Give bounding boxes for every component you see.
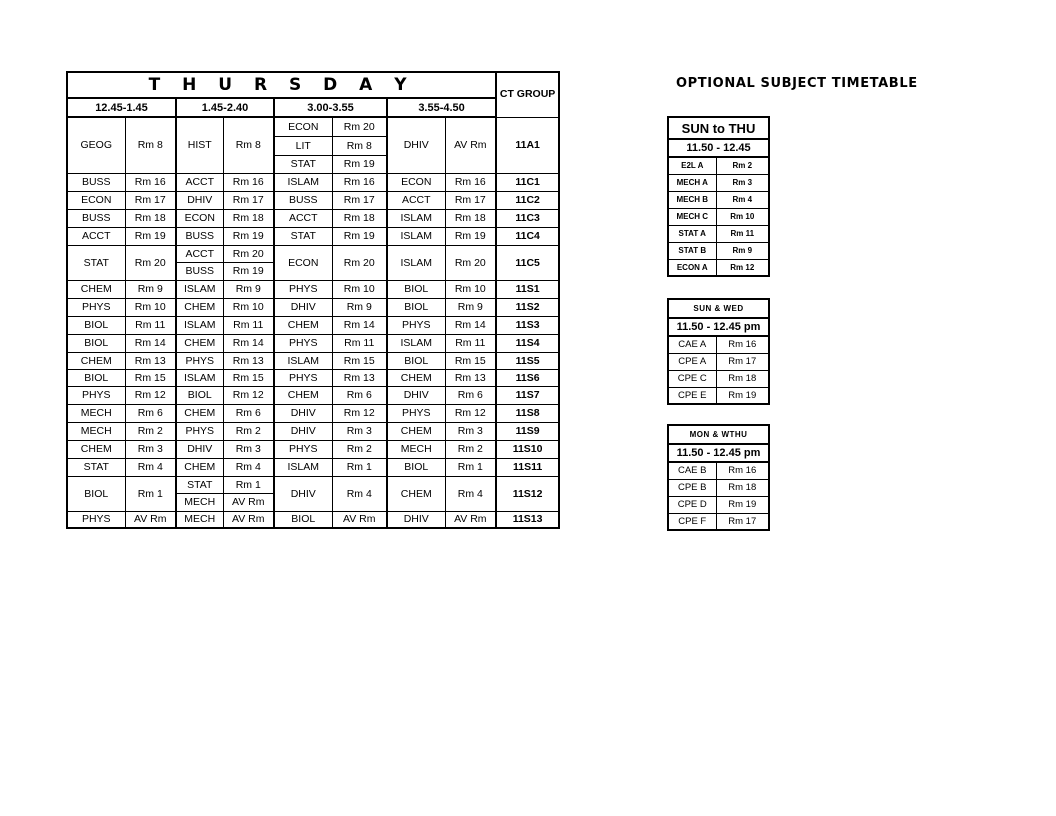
ct-group-cell: 11S2 [496, 298, 559, 316]
option-room: Rm 17 [716, 513, 769, 530]
room-cell: Rm 17 [332, 191, 387, 209]
subject-cell: CHEM [176, 458, 223, 476]
ct-group-cell: 11C5 [496, 245, 559, 280]
room-cell: Rm 16 [445, 173, 496, 191]
optional-timetable-title: OPTIONAL SUBJECT TIMETABLE [676, 76, 918, 91]
table-row [67, 369, 559, 386]
subject-cell: STAT [274, 155, 332, 173]
room-cell: Rm 16 [332, 173, 387, 191]
subject-cell: PHYS [176, 352, 223, 369]
mon-wthu-time: 11.50 - 12.45 pm [668, 444, 769, 462]
subject-cell: PHYS [274, 280, 332, 298]
option-room: Rm 18 [716, 479, 769, 496]
ct-group-cell: 11S4 [496, 334, 559, 352]
ct-group-cell: 11S10 [496, 440, 559, 458]
subject-cell: BIOL [387, 352, 445, 369]
table-row [67, 173, 559, 191]
subject-cell: PHYS [67, 298, 125, 316]
slot-header: 3.00-3.55 [274, 98, 387, 117]
room-cell: Rm 15 [445, 352, 496, 369]
option-group: STAT B [668, 242, 716, 259]
subject-cell: ISLAM [176, 280, 223, 298]
room-cell: Rm 15 [125, 369, 176, 386]
room-cell: Rm 2 [125, 422, 176, 440]
option-room: Rm 9 [716, 242, 769, 259]
list-item [668, 191, 769, 208]
room-cell: Rm 16 [223, 173, 274, 191]
room-cell: Rm 1 [332, 458, 387, 476]
subject-cell: PHYS [274, 334, 332, 352]
table-row [67, 316, 559, 334]
subject-cell: ACCT [387, 191, 445, 209]
list-item [668, 462, 769, 479]
ct-group-cell: 11S1 [496, 280, 559, 298]
option-room: Rm 10 [716, 208, 769, 225]
mon-wthu-heading: MON & WTHU [668, 425, 769, 444]
subject-cell: ECON [67, 191, 125, 209]
room-cell: Rm 15 [223, 369, 274, 386]
option-room: Rm 17 [716, 353, 769, 370]
subject-cell: STAT [176, 476, 223, 493]
room-cell: Rm 19 [332, 227, 387, 245]
subject-cell: PHYS [274, 369, 332, 386]
room-cell: Rm 18 [445, 209, 496, 227]
sun-thu-table [667, 116, 770, 277]
table-row [67, 209, 559, 227]
sun-wed-table [667, 298, 770, 405]
slot-header: 12.45-1.45 [67, 98, 176, 117]
option-room: Rm 2 [716, 157, 769, 174]
room-cell: AV Rm [223, 511, 274, 528]
table-row [67, 458, 559, 476]
subject-cell: ISLAM [176, 316, 223, 334]
option-group: ECON A [668, 259, 716, 276]
room-cell: AV Rm [223, 493, 274, 511]
subject-cell: HIST [176, 117, 223, 173]
room-cell: Rm 4 [223, 458, 274, 476]
room-cell: Rm 1 [445, 458, 496, 476]
subject-cell: PHYS [176, 422, 223, 440]
room-cell: Rm 20 [223, 245, 274, 262]
room-cell: Rm 11 [125, 316, 176, 334]
option-group: CPE F [668, 513, 716, 530]
option-room: Rm 19 [716, 387, 769, 404]
room-cell: Rm 19 [223, 227, 274, 245]
subject-cell: MECH [67, 422, 125, 440]
option-group: CAE B [668, 462, 716, 479]
subject-cell: CHEM [67, 280, 125, 298]
table-row [67, 298, 559, 316]
room-cell: Rm 17 [445, 191, 496, 209]
slot-header: 3.55-4.50 [387, 98, 496, 117]
subject-cell: BIOL [67, 369, 125, 386]
subject-cell: PHYS [67, 511, 125, 528]
table-row [67, 511, 559, 528]
subject-cell: ISLAM [387, 209, 445, 227]
subject-cell: GEOG [67, 117, 125, 173]
list-item [668, 225, 769, 242]
table-row [67, 227, 559, 245]
subject-cell: STAT [274, 227, 332, 245]
subject-cell: ACCT [67, 227, 125, 245]
subject-cell: DHIV [274, 298, 332, 316]
room-cell: Rm 19 [332, 155, 387, 173]
table-row [67, 404, 559, 422]
subject-cell: CHEM [176, 404, 223, 422]
option-room: Rm 12 [716, 259, 769, 276]
ct-group-cell: 11S13 [496, 511, 559, 528]
room-cell: Rm 13 [125, 352, 176, 369]
room-cell: Rm 19 [125, 227, 176, 245]
subject-cell: DHIV [274, 422, 332, 440]
thursday-timetable [66, 71, 560, 529]
option-room: Rm 3 [716, 174, 769, 191]
list-item [668, 479, 769, 496]
subject-cell: DHIV [176, 440, 223, 458]
option-room: Rm 16 [716, 462, 769, 479]
room-cell: AV Rm [332, 511, 387, 528]
list-item [668, 208, 769, 225]
ct-group-cell: 11S11 [496, 458, 559, 476]
subject-cell: STAT [67, 458, 125, 476]
ct-group-cell: 11A1 [496, 117, 559, 173]
room-cell: Rm 3 [332, 422, 387, 440]
list-item [668, 259, 769, 276]
room-cell: Rm 10 [445, 280, 496, 298]
ct-group-cell: 11S6 [496, 369, 559, 386]
option-room: Rm 11 [716, 225, 769, 242]
room-cell: Rm 14 [223, 334, 274, 352]
subject-cell: CHEM [387, 476, 445, 511]
room-cell: Rm 13 [332, 369, 387, 386]
room-cell: Rm 2 [445, 440, 496, 458]
option-group: CPE A [668, 353, 716, 370]
subject-cell: ECON [176, 209, 223, 227]
sun-thu-heading: SUN to THU [668, 117, 769, 139]
room-cell: Rm 4 [125, 458, 176, 476]
option-group: CPE B [668, 479, 716, 496]
room-cell: Rm 3 [125, 440, 176, 458]
room-cell: Rm 20 [445, 245, 496, 280]
room-cell: AV Rm [445, 511, 496, 528]
subject-cell: PHYS [67, 386, 125, 404]
subject-cell: BUSS [176, 227, 223, 245]
room-cell: Rm 18 [223, 209, 274, 227]
subject-cell: ISLAM [274, 173, 332, 191]
table-row [67, 280, 559, 298]
sun-thu-time: 11.50 - 12.45 [668, 139, 769, 157]
room-cell: Rm 9 [332, 298, 387, 316]
subject-cell: ACCT [274, 209, 332, 227]
option-group: E2L A [668, 157, 716, 174]
room-cell: Rm 8 [223, 117, 274, 173]
subject-cell: BIOL [387, 298, 445, 316]
option-group: MECH A [668, 174, 716, 191]
option-room: Rm 16 [716, 336, 769, 353]
room-cell: Rm 14 [332, 316, 387, 334]
option-room: Rm 19 [716, 496, 769, 513]
subject-cell: DHIV [387, 511, 445, 528]
room-cell: Rm 6 [332, 386, 387, 404]
room-cell: Rm 6 [125, 404, 176, 422]
subject-cell: CHEM [67, 352, 125, 369]
room-cell: Rm 16 [125, 173, 176, 191]
room-cell: Rm 8 [332, 136, 387, 155]
option-group: CPE E [668, 387, 716, 404]
ct-group-cell: 11S12 [496, 476, 559, 511]
list-item [668, 387, 769, 404]
room-cell: Rm 18 [332, 209, 387, 227]
room-cell: Rm 14 [125, 334, 176, 352]
subject-cell: PHYS [274, 440, 332, 458]
subject-cell: ECON [387, 173, 445, 191]
table-row [67, 422, 559, 440]
subject-cell: BUSS [274, 191, 332, 209]
ct-group-cell: 11C2 [496, 191, 559, 209]
subject-cell: DHIV [274, 404, 332, 422]
ct-group-cell: 11S8 [496, 404, 559, 422]
room-cell: Rm 3 [445, 422, 496, 440]
room-cell: Rm 1 [125, 476, 176, 511]
subject-cell: CHEM [387, 369, 445, 386]
mon-wthu-table [667, 424, 770, 531]
room-cell: Rm 2 [223, 422, 274, 440]
room-cell: Rm 19 [445, 227, 496, 245]
subject-cell: MECH [67, 404, 125, 422]
room-cell: Rm 13 [445, 369, 496, 386]
table-row [67, 334, 559, 352]
subject-cell: BUSS [176, 262, 223, 280]
slot-header: 1.45-2.40 [176, 98, 274, 117]
list-item [668, 353, 769, 370]
room-cell: Rm 14 [445, 316, 496, 334]
room-cell: Rm 17 [125, 191, 176, 209]
list-item [668, 513, 769, 530]
room-cell: Rm 6 [223, 404, 274, 422]
subject-cell: ACCT [176, 173, 223, 191]
room-cell: Rm 20 [332, 117, 387, 136]
room-cell: Rm 11 [332, 334, 387, 352]
ct-group-cell: 11S7 [496, 386, 559, 404]
list-item [668, 242, 769, 259]
room-cell: Rm 2 [332, 440, 387, 458]
subject-cell: DHIV [176, 191, 223, 209]
option-group: CPE D [668, 496, 716, 513]
subject-cell: ACCT [176, 245, 223, 262]
room-cell: Rm 4 [445, 476, 496, 511]
room-cell: Rm 9 [223, 280, 274, 298]
subject-cell: BIOL [67, 334, 125, 352]
subject-cell: BIOL [67, 476, 125, 511]
subject-cell: CHEM [67, 440, 125, 458]
table-row [67, 191, 559, 209]
subject-cell: ECON [274, 245, 332, 280]
subject-cell: PHYS [387, 404, 445, 422]
list-item [668, 496, 769, 513]
subject-cell: CHEM [387, 422, 445, 440]
option-group: CPE C [668, 370, 716, 387]
room-cell: AV Rm [445, 117, 496, 173]
sun-wed-time: 11.50 - 12.45 pm [668, 318, 769, 336]
room-cell: Rm 1 [223, 476, 274, 493]
table-row [67, 440, 559, 458]
subject-cell: BIOL [67, 316, 125, 334]
subject-cell: ISLAM [274, 352, 332, 369]
option-room: Rm 18 [716, 370, 769, 387]
room-cell: Rm 20 [332, 245, 387, 280]
option-group: CAE A [668, 336, 716, 353]
room-cell: Rm 11 [223, 316, 274, 334]
room-cell: Rm 9 [125, 280, 176, 298]
ct-group-cell: 11S3 [496, 316, 559, 334]
subject-cell: DHIV [387, 117, 445, 173]
subject-cell: ISLAM [387, 334, 445, 352]
list-item [668, 370, 769, 387]
list-item [668, 336, 769, 353]
room-cell: Rm 10 [332, 280, 387, 298]
subject-cell: DHIV [387, 386, 445, 404]
room-cell: Rm 20 [125, 245, 176, 280]
option-group: MECH B [668, 191, 716, 208]
list-item [668, 157, 769, 174]
subject-cell: MECH [176, 511, 223, 528]
room-cell: Rm 12 [125, 386, 176, 404]
ct-group-cell: 11C3 [496, 209, 559, 227]
subject-cell: CHEM [274, 386, 332, 404]
list-item [668, 174, 769, 191]
ct-group-cell: 11C1 [496, 173, 559, 191]
subject-cell: PHYS [387, 316, 445, 334]
subject-cell: BIOL [274, 511, 332, 528]
option-group: STAT A [668, 225, 716, 242]
subject-cell: BUSS [67, 173, 125, 191]
room-cell: Rm 11 [445, 334, 496, 352]
subject-cell: LIT [274, 136, 332, 155]
table-row [67, 352, 559, 369]
subject-cell: ISLAM [176, 369, 223, 386]
subject-cell: MECH [387, 440, 445, 458]
room-cell: Rm 13 [223, 352, 274, 369]
subject-cell: BIOL [387, 280, 445, 298]
subject-cell: BIOL [176, 386, 223, 404]
ct-group-cell: 11S5 [496, 352, 559, 369]
option-group: MECH C [668, 208, 716, 225]
subject-cell: ISLAM [387, 245, 445, 280]
subject-cell: BUSS [67, 209, 125, 227]
room-cell: Rm 9 [445, 298, 496, 316]
room-cell: Rm 19 [223, 262, 274, 280]
room-cell: Rm 6 [445, 386, 496, 404]
subject-cell: CHEM [176, 298, 223, 316]
subject-cell: ISLAM [274, 458, 332, 476]
room-cell: Rm 10 [125, 298, 176, 316]
subject-cell: ECON [274, 117, 332, 136]
table-row [67, 386, 559, 404]
sun-wed-heading: SUN & WED [668, 299, 769, 318]
room-cell: AV Rm [125, 511, 176, 528]
room-cell: Rm 3 [223, 440, 274, 458]
room-cell: Rm 12 [332, 404, 387, 422]
ct-group-cell: 11C4 [496, 227, 559, 245]
subject-cell: BIOL [387, 458, 445, 476]
ct-group-cell: 11S9 [496, 422, 559, 440]
room-cell: Rm 8 [125, 117, 176, 173]
subject-cell: DHIV [274, 476, 332, 511]
room-cell: Rm 18 [125, 209, 176, 227]
room-cell: Rm 12 [223, 386, 274, 404]
subject-cell: CHEM [274, 316, 332, 334]
room-cell: Rm 4 [332, 476, 387, 511]
room-cell: Rm 15 [332, 352, 387, 369]
subject-cell: ISLAM [387, 227, 445, 245]
room-cell: Rm 10 [223, 298, 274, 316]
room-cell: Rm 17 [223, 191, 274, 209]
option-room: Rm 4 [716, 191, 769, 208]
day-title: T H U R S D A Y [67, 72, 496, 98]
subject-cell: MECH [176, 493, 223, 511]
ct-group-header: CT GROUP [496, 72, 559, 117]
room-cell: Rm 12 [445, 404, 496, 422]
subject-cell: STAT [67, 245, 125, 280]
subject-cell: CHEM [176, 334, 223, 352]
